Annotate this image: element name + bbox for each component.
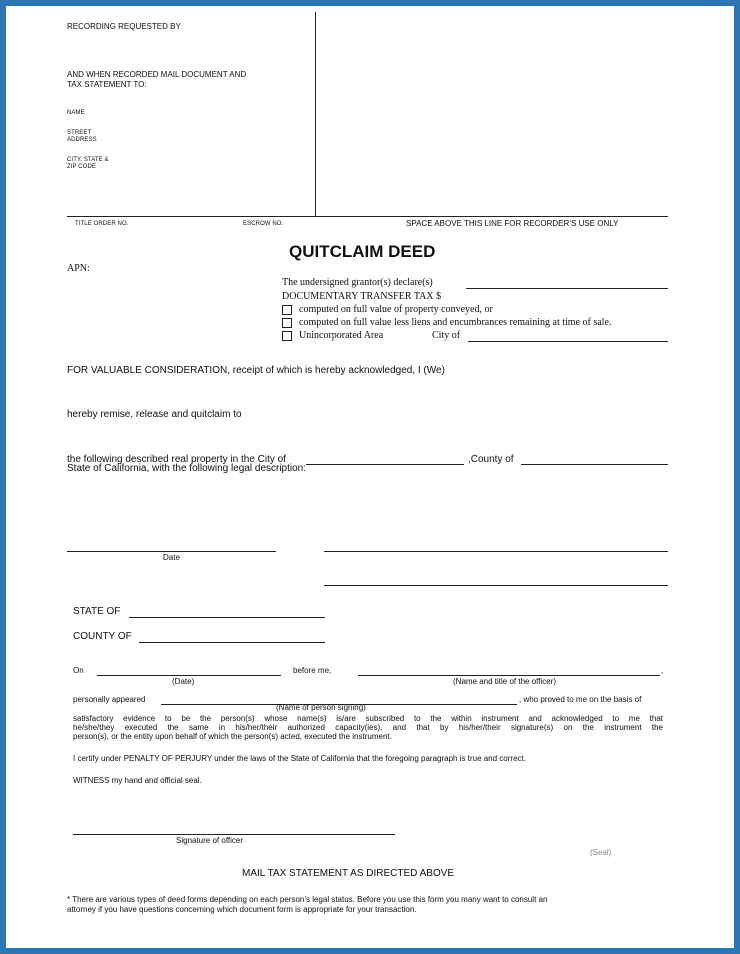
property-county-label: ,County of — [468, 454, 514, 465]
person-signing-caption: (Name of person signing) — [276, 703, 366, 712]
remise-text: hereby remise, release and quitclaim to — [67, 409, 242, 420]
city-of-label: City of — [432, 330, 461, 341]
before-me-label: before me, — [293, 666, 332, 675]
legal-description-text: State of California, with the following legal description: — [67, 463, 307, 474]
footnote-line-1: * There are various types of deed forms depending on each person’s legal status. Before you use this form you many want to consult an — [67, 895, 548, 904]
unincorporated-checkbox[interactable] — [282, 331, 292, 341]
full-value-label: computed on full value of property conveyed, or — [299, 304, 493, 315]
perjury-certification: I certify under PENALTY OF PERJURY under the laws of the State of California that the foregoing paragraph is true and correct. — [73, 754, 526, 763]
unincorporated-label: Unincorporated Area — [299, 330, 384, 341]
doc-transfer-tax: DOCUMENTARY TRANSFER TAX $ — [282, 291, 442, 302]
recorder-use-label: SPACE ABOVE THIS LINE FOR RECORDER’S USE ONLY — [406, 219, 619, 228]
page-title: QUITCLAIM DEED — [289, 242, 436, 261]
state-of-label: STATE OF — [73, 606, 121, 617]
grantor-declare-field[interactable] — [466, 288, 668, 289]
evidence-line-3: person(s), or the entity upon behalf of which the person(s) acted, executed the instrument. — [73, 732, 392, 741]
who-proved-text: , who proved to me on the basis of — [519, 695, 642, 704]
mail-to-label-line1: AND WHEN RECORDED MAIL DOCUMENT AND — [67, 70, 247, 79]
evidence-line-1: satisfactory evidence to be the person(s) whose name(s) is/are subscribed to the within instrument and acknowledged to me that — [73, 714, 663, 723]
full-value-checkbox[interactable] — [282, 305, 292, 315]
grantor-declare: The undersigned grantor(s) declare(s) — [282, 277, 433, 288]
seal-label: (Seal) — [590, 848, 612, 857]
header-divider — [315, 12, 316, 216]
name-label: NAME — [67, 110, 85, 116]
officer-name-field[interactable] — [358, 675, 660, 676]
city-label-line2: ZIP CODE — [67, 164, 97, 170]
deed-form — [6, 6, 734, 948]
grantor-signature-line-1[interactable] — [324, 551, 668, 552]
title-order-label: TITLE ORDER NO. — [75, 221, 129, 227]
witness-text: WITNESS my hand and official seal. — [73, 776, 202, 785]
officer-signature-field[interactable] — [73, 834, 395, 835]
on-label: On — [73, 666, 84, 675]
county-of-label: COUNTY OF — [73, 631, 132, 642]
officer-caption: (Name and title of the officer) — [453, 677, 557, 686]
property-city-field[interactable] — [306, 464, 464, 465]
date-caption: Date — [163, 553, 180, 562]
notary-date-field[interactable] — [97, 675, 281, 676]
state-of-field[interactable] — [129, 617, 325, 618]
date-field[interactable] — [67, 551, 276, 552]
property-county-field[interactable] — [521, 464, 668, 465]
city-of-field[interactable] — [468, 341, 668, 342]
apn-label: APN: — [67, 263, 90, 274]
date-caption-notary: (Date) — [172, 677, 195, 686]
mail-to-label-line2: TAX STATEMENT TO: — [67, 80, 147, 89]
footnote-line-2: attorney if you have questions concerning which document form is appropriate for your transaction. — [67, 905, 417, 914]
recording-requested-by: RECORDING REQUESTED BY — [67, 22, 181, 31]
property-text: the following described real property in the City of — [67, 454, 287, 465]
street-label-line2: ADDRESS — [67, 137, 97, 143]
less-liens-label: computed on full value less liens and encumbrances remaining at time of sale. — [299, 317, 612, 328]
county-of-field[interactable] — [139, 642, 325, 643]
city-label-line1: CITY, STATE & — [67, 157, 109, 163]
consideration-text: FOR VALUABLE CONSIDERATION, receipt of which is hereby acknowledged, I (We) — [67, 365, 445, 376]
officer-comma: , — [661, 666, 664, 675]
grantor-signature-line-2[interactable] — [324, 585, 668, 586]
street-label-line1: STREET — [67, 130, 92, 136]
evidence-line-2: he/she/they executed the same in his/her/their authorized capacity(ies), and that by his/her/their signature(s) on the instrument the — [73, 723, 663, 732]
escrow-label: ESCROW NO. — [243, 221, 284, 227]
personally-appeared-label: personally appeared — [73, 695, 146, 704]
mail-tax-statement: MAIL TAX STATEMENT AS DIRECTED ABOVE — [242, 868, 455, 879]
recorder-line — [67, 216, 668, 217]
less-liens-checkbox[interactable] — [282, 318, 292, 328]
signature-caption: Signature of officer — [176, 836, 244, 845]
